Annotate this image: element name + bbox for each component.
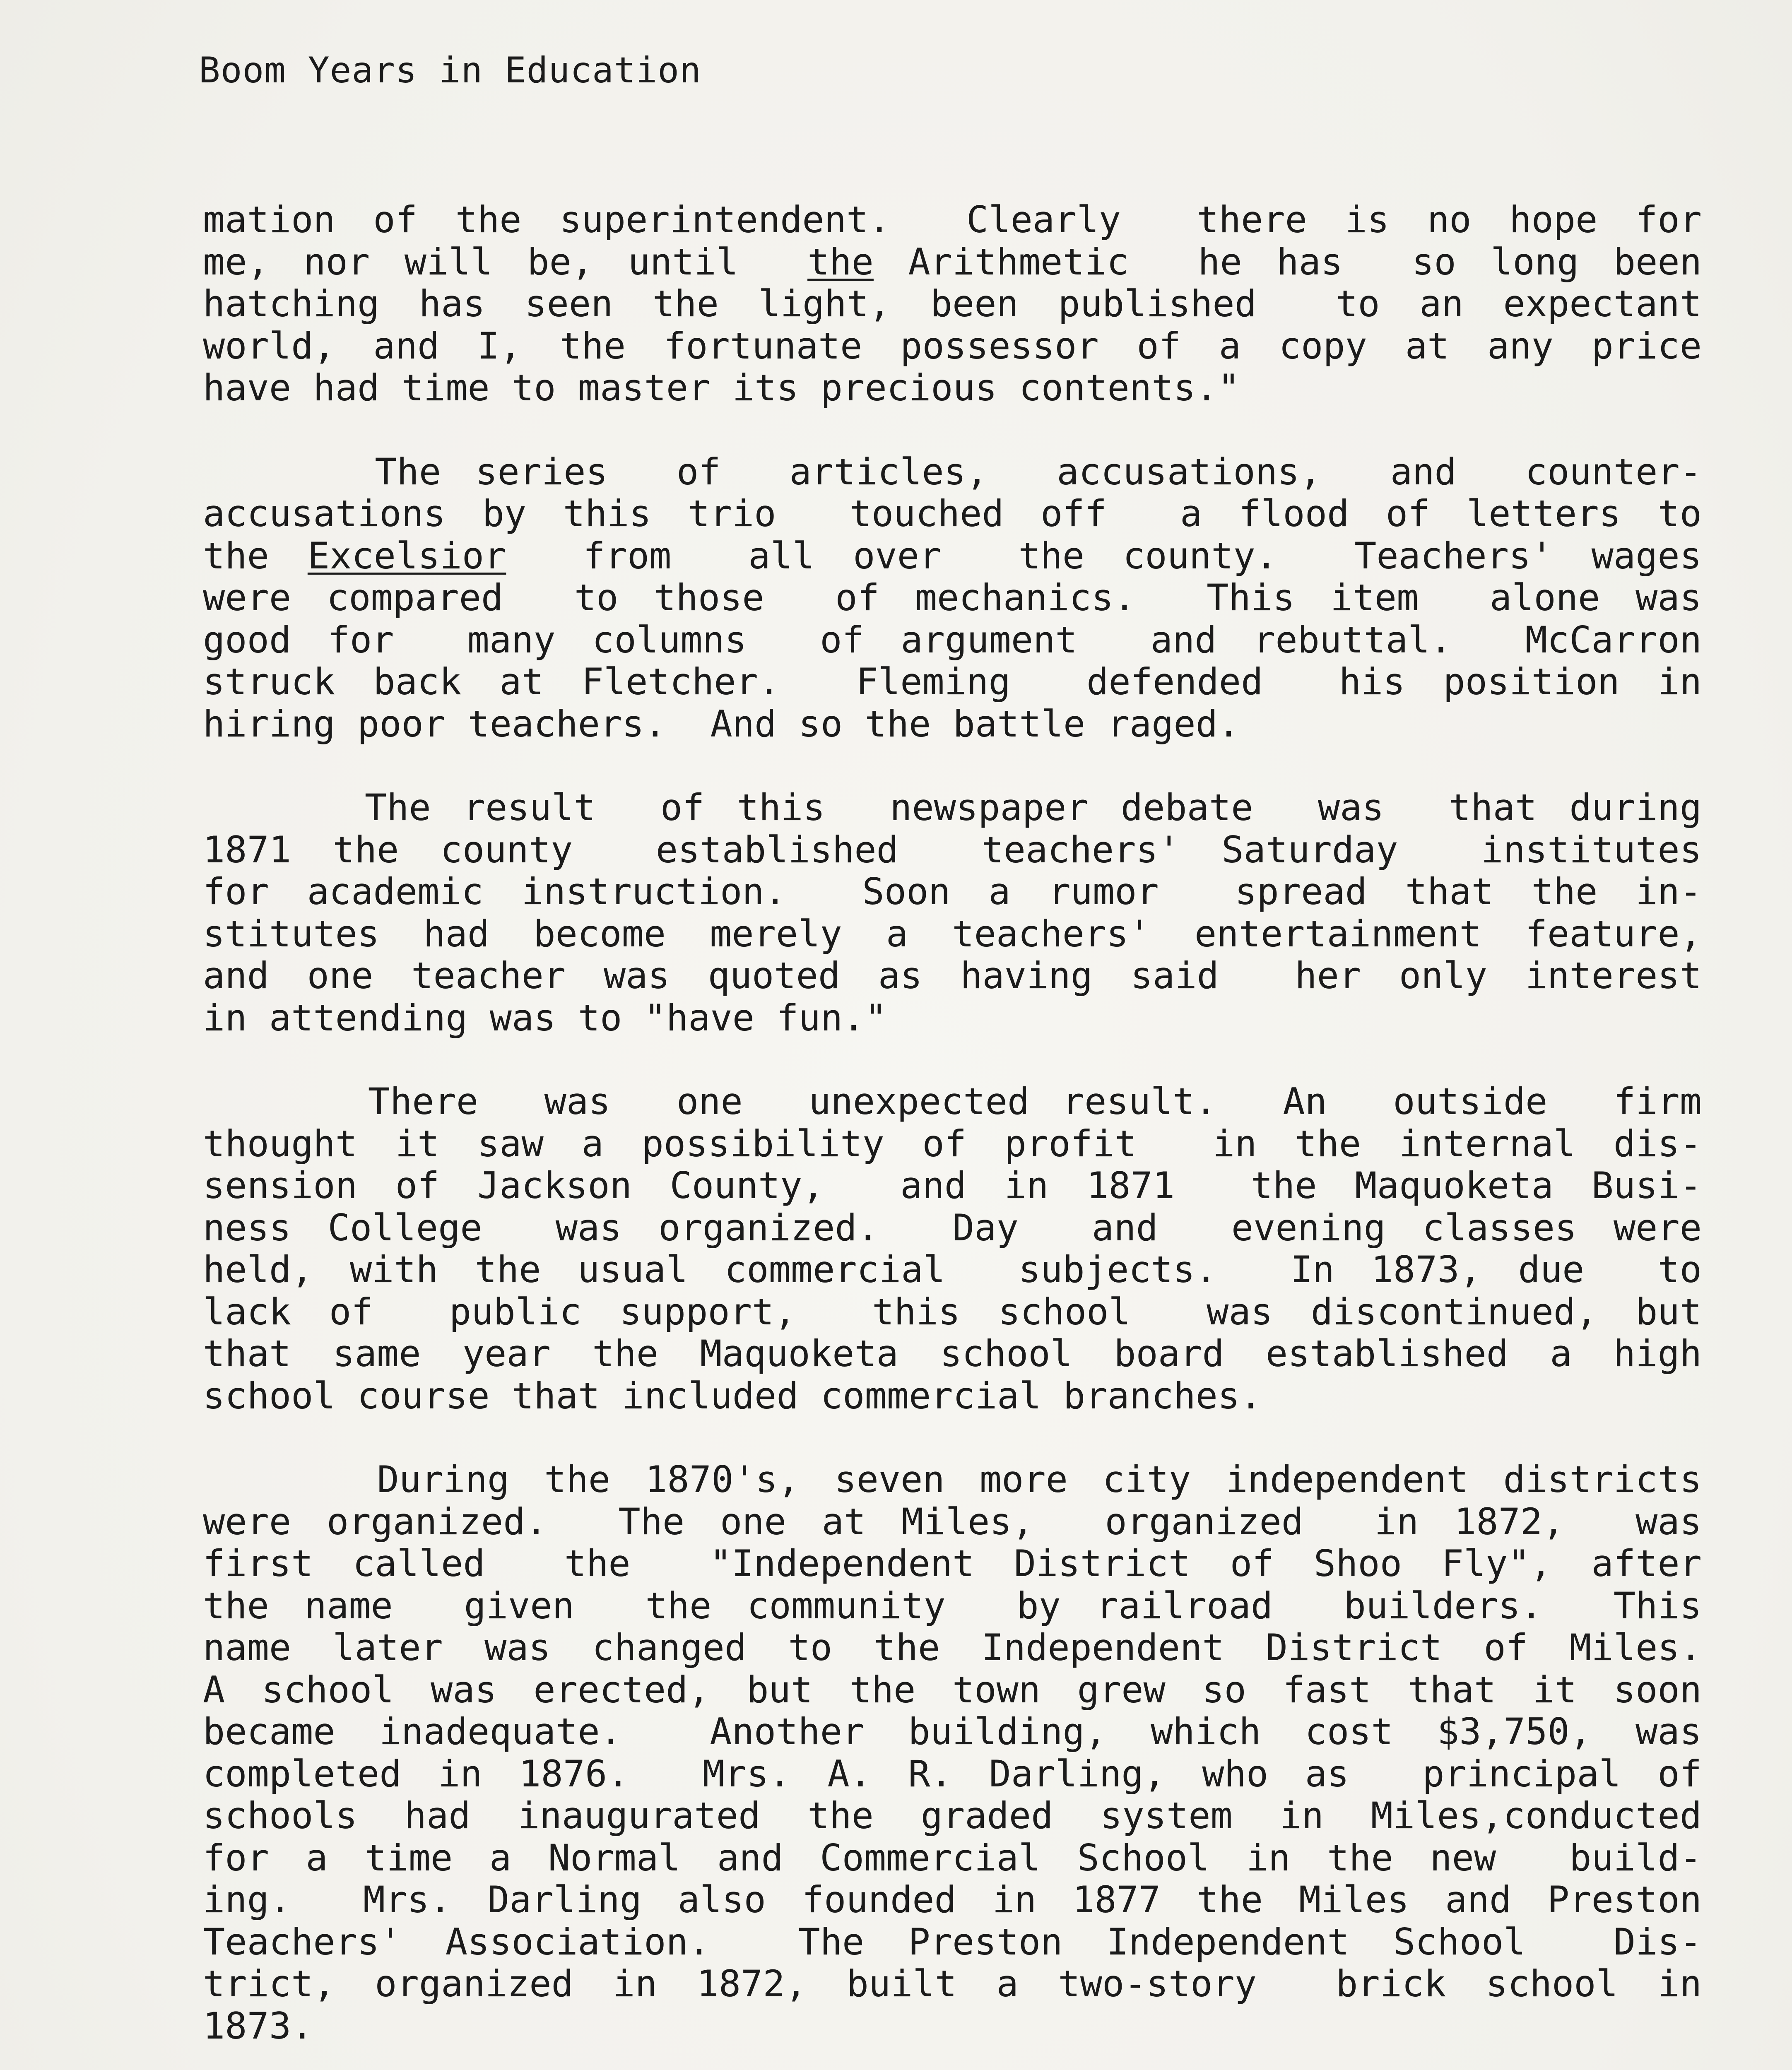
text-line: completed in 1876. Mrs. A. R. Darling, who as principal of: [203, 1752, 1702, 1795]
text-line: stitutes had become merely a teachers' entertainment feature,: [203, 912, 1702, 955]
running-header-title: Boom Years in Education: [199, 50, 701, 91]
text-line: became inadequate. Another building, which cost $3,750, was: [203, 1710, 1702, 1753]
text-line: The result of this newspaper debate was that during: [203, 786, 1702, 829]
paragraph: [203, 787, 1702, 1039]
text-line: and one teacher was quoted as having said her only interest: [203, 954, 1702, 997]
text-line: hatching has seen the light, been published to an expectant: [203, 282, 1702, 325]
text-line: thought it saw a possibility of profit in the internal dis-: [203, 1122, 1702, 1165]
line-segment: the: [203, 534, 308, 577]
text-line: mation of the superintendent. Clearly there is no hope for: [203, 198, 1702, 241]
text-line: [203, 241, 1702, 283]
text-line: struck back at Fletcher. Fleming defended his position in: [203, 660, 1702, 703]
text-line: in attending was to "have fun.": [203, 996, 887, 1039]
text-line: name later was changed to the Independent District of Miles.: [203, 1626, 1702, 1669]
text-line: schools had inaugurated the graded system in Miles,conducted: [203, 1794, 1702, 1837]
text-line: first called the "Independent District of Shoo Fly", after: [203, 1542, 1702, 1585]
paragraph: [203, 199, 1702, 409]
text-line: were organized. The one at Miles, organized in 1872, was: [203, 1500, 1702, 1543]
text-line: [203, 535, 1702, 577]
text-line: ness College was organized. Day and evening classes were: [203, 1206, 1702, 1249]
text-line: lack of public support, this school was discontinued, but: [203, 1290, 1702, 1333]
text-line: There was one unexpected result. An outside firm: [203, 1080, 1702, 1123]
text-line: accusations by this trio touched off a flood of letters to: [203, 492, 1702, 535]
text-line: good for many columns of argument and rebuttal. McCarron: [203, 618, 1702, 661]
text-line: A school was erected, but the town grew so fast that it soon: [203, 1668, 1702, 1711]
text-line: trict, organized in 1872, built a two-story brick school in: [203, 1962, 1702, 2005]
text-line: world, and I, the fortunate possessor of a copy at any price: [203, 324, 1702, 367]
paragraph: [203, 1459, 1702, 2047]
text-line: The series of articles, accusations, and counter-: [203, 450, 1702, 493]
underlined-word: Excelsior: [307, 534, 506, 577]
text-line: that same year the Maquoketa school board established a high: [203, 1332, 1702, 1375]
text-line: Teachers' Association. The Preston Independent School Dis-: [203, 1920, 1702, 1963]
text-line: have had time to master its precious contents.": [203, 366, 1240, 409]
text-line: 1873.: [203, 2004, 313, 2047]
text-line: hiring poor teachers. And so the battle raged.: [203, 702, 1240, 745]
paragraph: [203, 451, 1702, 745]
text-line: During the 1870's, seven more city independent districts: [203, 1458, 1702, 1501]
line-segment: from all over the county. Teachers' wages: [506, 534, 1702, 577]
body-text: [203, 199, 1702, 2070]
text-line: ing. Mrs. Darling also founded in 1877 the Miles and Preston: [203, 1878, 1702, 1921]
text-line: for a time a Normal and Commercial School in the new build-: [203, 1836, 1702, 1879]
text-line: the name given the community by railroad builders. This: [203, 1584, 1702, 1627]
text-line: 1871 the county established teachers' Saturday institutes: [203, 828, 1702, 871]
line-segment: me, nor will be, until: [203, 240, 808, 283]
text-line: held, with the usual commercial subjects. In 1873, due to: [203, 1248, 1702, 1291]
underlined-word: the: [807, 240, 874, 283]
text-line: were compared to those of mechanics. This item alone was: [203, 576, 1702, 619]
text-line: for academic instruction. Soon a rumor spread that the in-: [203, 870, 1702, 913]
paragraph: [203, 1081, 1702, 1417]
line-segment: Arithmetic he has so long been: [873, 240, 1702, 283]
text-line: school course that included commercial branches.: [203, 1374, 1262, 1417]
text-line: sension of Jackson County, and in 1871 the Maquoketa Busi-: [203, 1164, 1702, 1207]
